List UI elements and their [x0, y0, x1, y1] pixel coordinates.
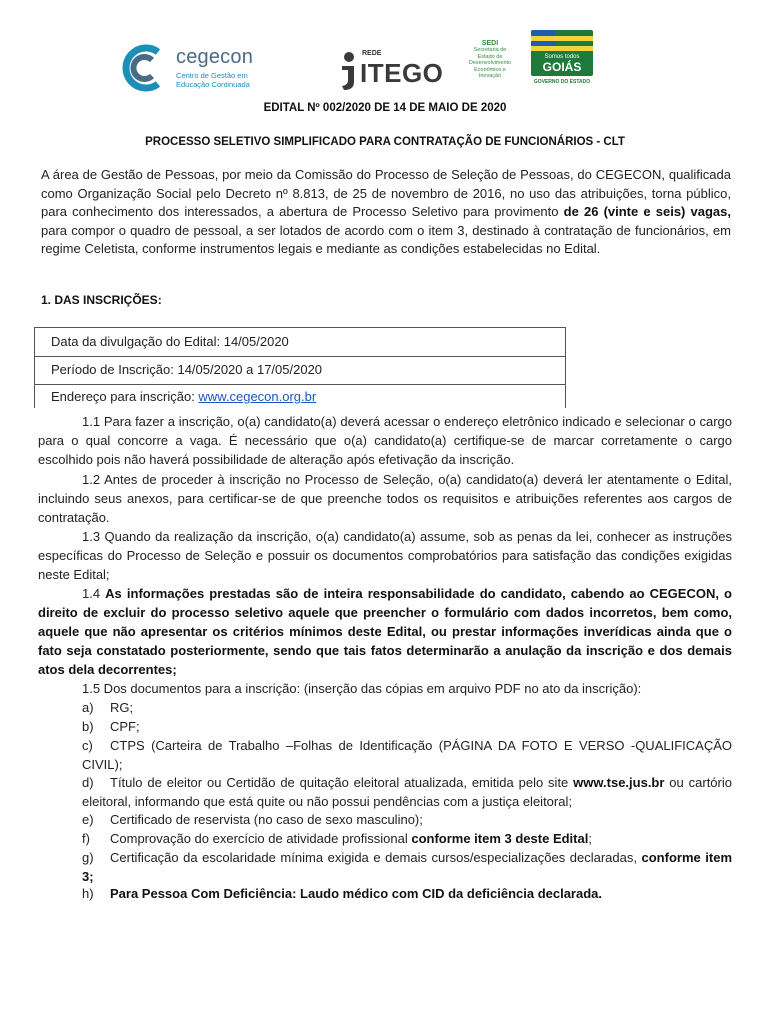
box-divider: [35, 356, 565, 357]
info-box: [34, 327, 566, 408]
header-logos: [0, 38, 770, 98]
cegecon-sub-line2: Educação Continuada: [176, 80, 250, 89]
list-letter: f): [82, 831, 90, 846]
paragraph-1-4-number: 1.4: [82, 586, 106, 601]
list-item: [82, 698, 732, 717]
box-endereco-label: Endereço para inscrição:: [51, 389, 199, 404]
list-item: [82, 884, 732, 903]
list-item: [82, 810, 732, 829]
list-text-bold: conforme item 3 deste Edital: [411, 831, 589, 846]
document-subtitle: PROCESSO SELETIVO SIMPLIFICADO PARA CONTRATAÇÃO DE FUNCIONÁRIOS - CLT: [145, 136, 625, 148]
list-item: [82, 829, 732, 848]
goias-flag-band: [531, 46, 593, 51]
intro-paragraph: [41, 166, 731, 259]
list-letter: b): [82, 719, 94, 734]
list-text: ou cartório eleitoral, informando que está quite ou não possui pendências com a justiça eleitoral;: [82, 775, 732, 809]
list-text: ;: [588, 831, 592, 846]
cegecon-link[interactable]: www.cegecon.org.br: [198, 389, 317, 404]
cegecon-name: cegecon: [176, 46, 254, 68]
section-heading-inscricoes: 1. DAS INSCRIÇÕES:: [41, 293, 162, 307]
cegecon-logo: [118, 40, 254, 98]
paragraph-1-2: [38, 470, 732, 527]
intro-text-a: A área de Gestão de Pessoas, por meio da Comissão do Processo de Seleção de Pessoas, do CEGECON, qualificada como Organização Social pelo Decreto nº 8.813, de 25 de novembro de 2016, no uso das atribuições, torna público, para conhecimento dos interessados, a abertura de Processo Seletivo para provimento: [41, 167, 731, 219]
sedi-line4: Econômico e: [474, 66, 506, 73]
list-text: Certificação da escolaridade mínima exigida e demais cursos/especializações declaradas,: [110, 850, 642, 865]
box-divider: [35, 384, 565, 385]
list-text: CPF;: [110, 719, 140, 734]
sedi-logo: [460, 40, 520, 96]
list-text-bold: Para Pessoa Com Deficiência: Laudo médico com CID da deficiência declarada.: [110, 886, 603, 901]
list-text: Comprovação do exercício de atividade profissional: [110, 831, 412, 846]
list-text: Certificado de reservista (no caso de sexo masculino);: [110, 812, 423, 827]
sedi-line1: Secretaria de: [473, 47, 507, 53]
intro-text-b: para compor o quadro de pessoal, a ser lotados de acordo com o item 3, destinado à contratação de funcionários, em regime Celetista, conforme instrumentos legais e mediante as condições estabelecidas no Edital.: [41, 222, 731, 256]
list-letter: c): [82, 738, 93, 753]
list-letter: d): [82, 775, 94, 790]
list-item: [82, 848, 732, 886]
paragraph-1-5-text: 1.5 Dos documentos para a inscrição: (inserção das cópias em arquivo PDF no ato da inscrição):: [82, 681, 642, 696]
cegecon-sub-line1: Centro de Gestão em: [176, 71, 248, 80]
goias-flag-band: [531, 36, 593, 41]
goias-flag-icon: [531, 30, 593, 76]
goias-small-text: Somos todos: [544, 54, 580, 60]
paragraph-1-5: [38, 679, 732, 698]
paragraph-1-3: [38, 527, 732, 584]
sedi-line2: Estado de: [477, 53, 503, 60]
paragraph-1-2-text: 1.2 Antes de proceder à inscrição no Processo de Seleção, o(a) candidato(a) deverá ler atentamente o Edital, incluindo seus anexos, para certificar-se de que preenche todos os requisitos e atribuições referentes aos cargos de contratação.: [38, 472, 732, 525]
sedi-line5: Inovação: [478, 73, 502, 79]
itego-rede: REDE: [362, 50, 382, 57]
paragraph-1-4: [38, 584, 732, 679]
document-title: EDITAL Nº 002/2020 DE 14 DE MAIO DE 2020: [263, 102, 507, 114]
paragraph-1-3-text: 1.3 Quando da realização da inscrição, o(a) candidato(a) assume, sob as penas da lei, conhecer as instruções específicas do Processo de Seleção e possuir os documentos comprobatórios para satisfação das condições exigidas neste Edital;: [38, 529, 732, 582]
list-letter: a): [82, 700, 94, 715]
list-item: [82, 736, 732, 774]
goias-big-text: GOIÁS: [542, 60, 582, 74]
paragraph-1-1: [38, 412, 732, 469]
list-letter: h): [82, 886, 94, 901]
intro-text-bold: de 26 (vinte e seis) vagas,: [563, 204, 731, 219]
list-text: Título de eleitor ou Certidão de quitação eleitoral atualizada, emitida pelo site: [110, 775, 574, 790]
paragraph-1-1-text: 1.1 Para fazer a inscrição, o(a) candidato(a) deverá acessar o endereço eletrônico indicado e selecionar o cargo para o qual concorre a vaga. É necessário que o(a) candidato(a) certifique-se de marcar corretamente o cargo escolhido pois não haverá possibilidade de alteração após efetivação da inscrição.: [38, 414, 732, 467]
list-item: [82, 773, 732, 811]
sedi-title: SEDI: [481, 40, 499, 47]
cegecon-mark-icon: [118, 42, 170, 94]
goias-logo: [531, 30, 593, 90]
list-text: CTPS (Carteira de Trabalho –Folhas de Identificação (PÁGINA DA FOTO E VERSO -QUALIFICAÇÃO CIVIL);: [82, 738, 732, 772]
box-divulgacao: Data da divulgação do Edital: 14/05/2020: [51, 334, 289, 349]
itego-mark-icon: [340, 52, 360, 90]
sedi-line3: Desenvolvimento: [468, 60, 512, 66]
box-endereco: [51, 389, 316, 404]
list-text: RG;: [110, 700, 134, 715]
list-letter: g): [82, 850, 94, 865]
list-item: [82, 717, 732, 736]
itego-logo: [340, 46, 450, 94]
tse-site: www.tse.jus.br: [573, 775, 665, 790]
list-letter: e): [82, 812, 94, 827]
itego-name: ITEGO: [360, 58, 444, 88]
cegecon-subtitle: [176, 71, 266, 89]
list-text-bold: conforme item 3;: [82, 850, 732, 884]
box-periodo: Período de Inscrição: 14/05/2020 a 17/05/2020: [51, 362, 323, 377]
goias-footer: GOVERNO DO ESTADO: [533, 79, 591, 85]
paragraph-1-4-text: As informações prestadas são de inteira responsabilidade do candidato, cabendo ao CEGECON, o direito de excluir do processo seletivo aquele que preencher o formulário com dados incorretos, bem como, aquele que não apresentar os critérios mínimos deste Edital, ou prestar informações inverídicas ainda que o fato seja constatado posteriormente, sendo que tais fatos determinarão a anulação da inscrição e dos demais atos dela decorrentes;: [38, 586, 732, 677]
